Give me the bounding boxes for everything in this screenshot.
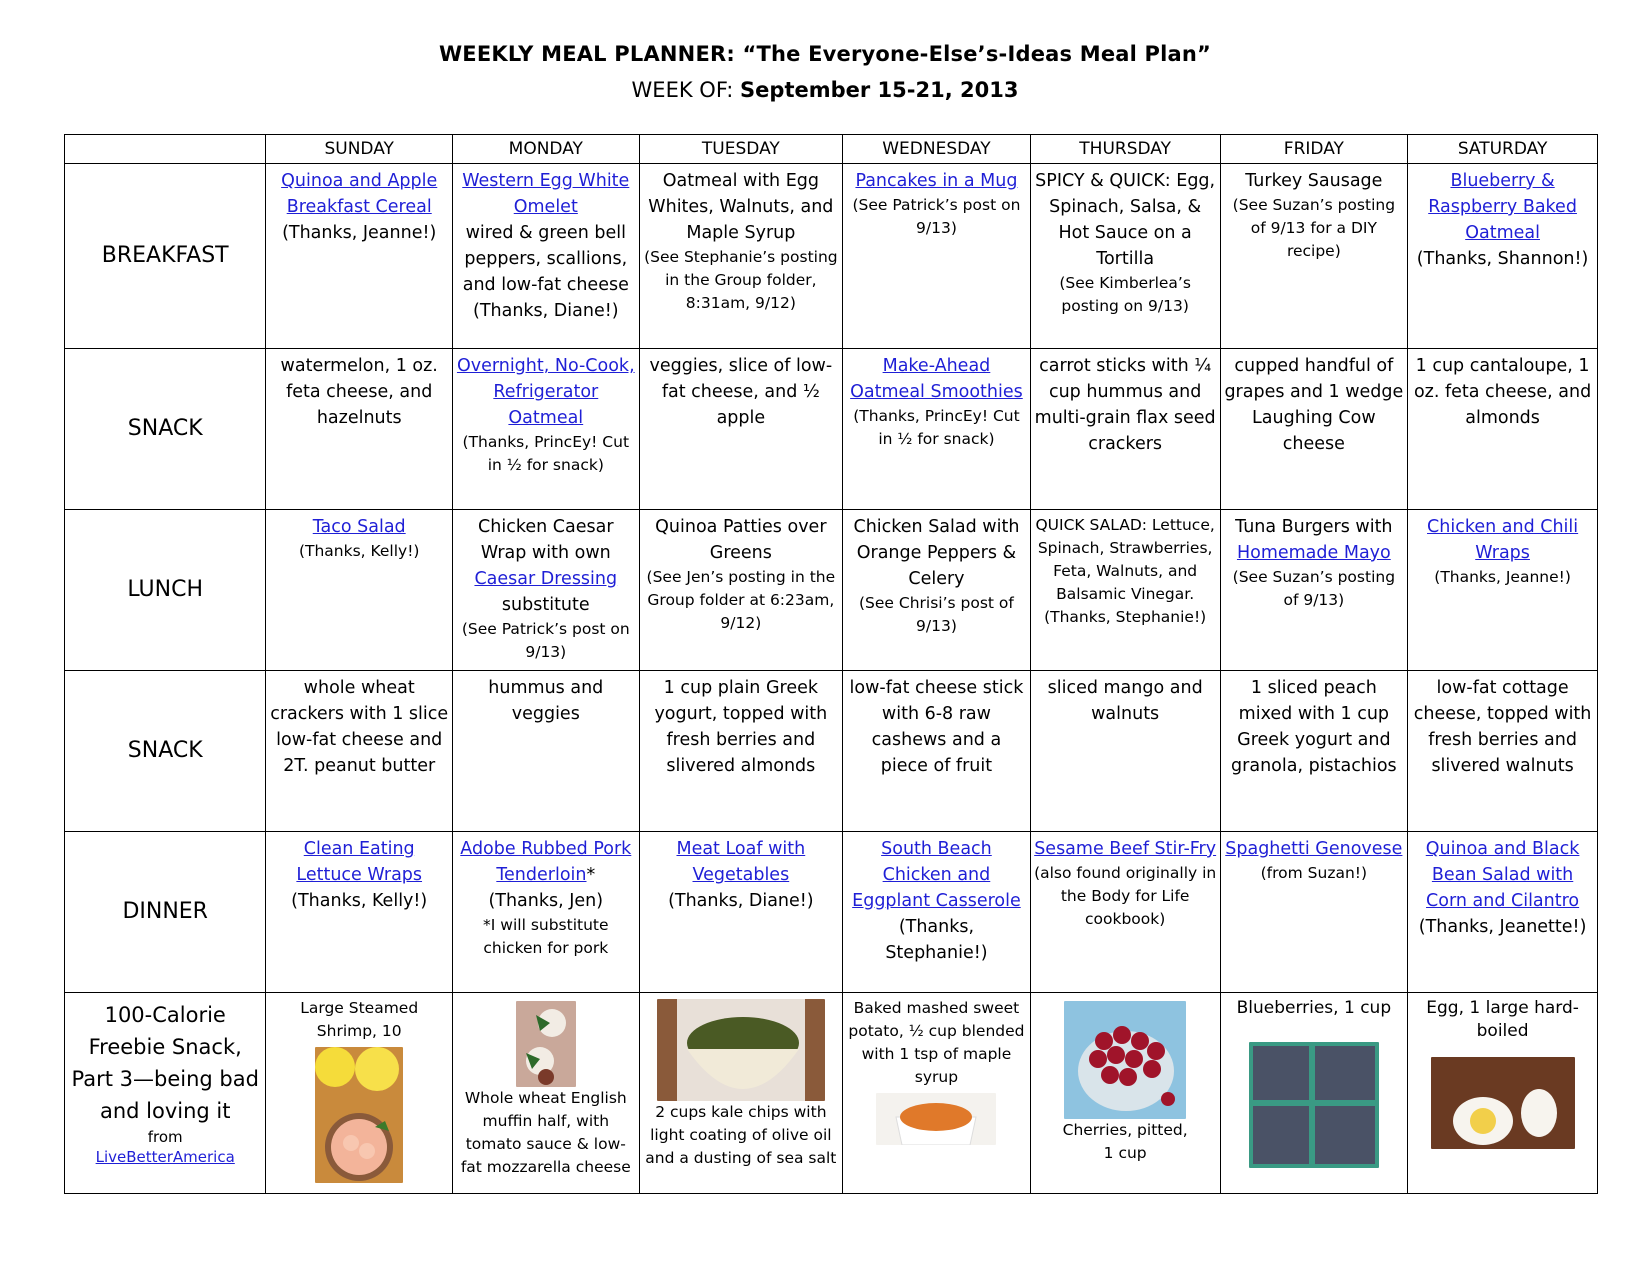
meal-text: 1 cup cantaloupe, 1 oz. feta cheese, and almonds	[1413, 356, 1592, 428]
recipe-link[interactable]: Taco Salad	[312, 517, 406, 537]
meal-note: (See Patrick’s post on 9/13)	[852, 196, 1021, 237]
recipe-link[interactable]: Adobe Rubbed Pork Tenderloin	[460, 839, 632, 885]
freebie-snack-row	[65, 993, 1598, 1194]
english-muffin-pizza-photo-icon	[516, 1001, 576, 1087]
meal-cell	[266, 349, 453, 510]
meal-note: (See Jen’s posting in the Group folder at 6:23am, 9/12)	[646, 568, 836, 632]
row-label-dinner: DINNER	[65, 832, 266, 993]
meal-cell	[266, 164, 453, 349]
freebie-caption: Cherries, pitted, 1 cup	[1062, 1121, 1188, 1162]
meal-cell	[1220, 164, 1408, 349]
meal-note: (See Stephanie’s posting in the Group folder, 8:31am, 9/12)	[644, 248, 838, 312]
freebie-caption: Whole wheat English muffin half, with tomato sauce & low-fat mozzarella cheese	[460, 1089, 631, 1176]
recipe-link[interactable]: Spaghetti Genovese	[1225, 839, 1403, 859]
meal-cell	[639, 510, 843, 671]
recipe-link[interactable]: Quinoa and Black Bean Salad with Corn and Cilantro	[1425, 839, 1580, 911]
meal-cell	[266, 510, 453, 671]
freebie-caption: Baked mashed sweet potato, ½ cup blended with 1 tsp of maple syrup	[848, 999, 1025, 1086]
meal-cell	[1030, 510, 1220, 671]
meal-note: (See Patrick’s post on 9/13)	[461, 620, 630, 661]
meal-text: Quinoa Patties over Greens	[655, 517, 827, 563]
meal-credit: (Thanks, Kelly!)	[291, 891, 428, 911]
meal-text: whole wheat crackers with 1 slice low-fat cheese and 2T. peanut butter	[270, 678, 449, 776]
meal-cell	[1408, 349, 1598, 510]
sweet-potato-photo-icon	[876, 1093, 996, 1145]
row-label-lunch: LUNCH	[65, 510, 266, 671]
meal-text: substitute	[501, 595, 590, 615]
meal-note: (See Kimberlea’s posting on 9/13)	[1059, 274, 1191, 315]
from-label: from	[147, 1128, 183, 1146]
meal-text: wired & green bell peppers, scallions, and low-fat cheese	[462, 223, 629, 295]
freebie-cell	[639, 993, 843, 1194]
meal-text: Chicken Caesar Wrap with own	[478, 517, 614, 563]
afternoon-snack-row	[65, 671, 1598, 832]
meal-cell	[843, 832, 1031, 993]
recipe-link[interactable]: Blueberry & Raspberry Baked Oatmeal	[1428, 171, 1577, 243]
meal-text: watermelon, 1 oz. feta cheese, and hazelnuts	[280, 356, 438, 428]
kale-chips-photo-icon	[657, 999, 825, 1101]
row-label-freebie	[65, 993, 266, 1194]
asterisk: *	[586, 865, 596, 885]
meal-credit: (Thanks, Shannon!)	[1416, 249, 1589, 269]
meal-cell	[843, 349, 1031, 510]
meal-cell	[1030, 832, 1220, 993]
meal-text: veggies, slice of low-fat cheese, and ½ apple	[649, 356, 833, 428]
recipe-link[interactable]: Sesame Beef Stir-Fry	[1034, 839, 1217, 859]
morning-snack-row	[65, 349, 1598, 510]
freebie-caption: Blueberries, 1 cup	[1236, 998, 1392, 1018]
meal-cell	[453, 671, 640, 832]
page-title: WEEKLY MEAL PLANNER: “The Everyone-Else’s-Ideas Meal Plan”	[438, 42, 1212, 66]
meal-cell	[639, 671, 843, 832]
corner-cell	[65, 135, 266, 164]
freebie-label: 100-Calorie Freebie Snack, Part 3—being bad and loving it	[71, 1003, 259, 1123]
recipe-link[interactable]: Western Egg White Omelet	[462, 171, 630, 217]
meal-cell	[453, 164, 640, 349]
meal-credit: (Thanks, Jeanette!)	[1418, 917, 1587, 937]
freebie-cell	[266, 993, 453, 1194]
meal-cell	[1030, 671, 1220, 832]
meal-cell	[266, 832, 453, 993]
recipe-link[interactable]: Homemade Mayo	[1236, 543, 1391, 563]
row-label-snack: SNACK	[65, 349, 266, 510]
shrimp-photo-icon	[315, 1047, 403, 1183]
meal-note: (Thanks, Jeanne!)	[1434, 568, 1571, 586]
meal-cell	[453, 832, 640, 993]
meal-text: SPICY & QUICK: Egg, Spinach, Salsa, & Hot Sauce on a Tortilla	[1035, 171, 1216, 269]
meal-cell	[1220, 832, 1408, 993]
meal-text: carrot sticks with ¼ cup hummus and multi-grain flax seed crackers	[1034, 356, 1216, 454]
meal-text: low-fat cottage cheese, topped with fresh berries and slivered walnuts	[1413, 678, 1592, 776]
meal-credit: (Thanks, Diane!)	[473, 301, 619, 321]
freebie-cell	[843, 993, 1031, 1194]
day-header-saturday: SATURDAY	[1408, 135, 1598, 164]
meal-text: Chicken Salad with Orange Peppers & Celery	[853, 517, 1020, 589]
meal-credit: (Thanks, Jen)	[488, 891, 604, 911]
meal-cell	[639, 164, 843, 349]
meal-note: (also found originally in the Body for Life cookbook)	[1034, 864, 1217, 928]
week-of-label: WEEK OF:	[631, 78, 734, 102]
meal-text: Tuna Burgers with	[1235, 517, 1393, 537]
cherries-photo-icon	[1064, 1001, 1186, 1119]
meal-note: (Thanks, PrincEy! Cut in ½ for snack)	[462, 433, 630, 474]
meal-text: sliced mango and walnuts	[1047, 678, 1203, 724]
meal-text: Oatmeal with Egg Whites, Walnuts, and Maple Syrup	[648, 171, 834, 243]
recipe-link[interactable]: Overnight, No-Cook, Refrigerator Oatmeal	[456, 356, 635, 428]
meal-cell	[1220, 510, 1408, 671]
meal-cell	[843, 164, 1031, 349]
meal-cell	[1408, 832, 1598, 993]
breakfast-row	[65, 164, 1598, 349]
row-label-breakfast: BREAKFAST	[65, 164, 266, 349]
recipe-link[interactable]: Chicken and Chili Wraps	[1427, 517, 1579, 563]
meal-credit: (Thanks, Stephanie!)	[885, 917, 988, 963]
meal-note: (Thanks, Kelly!)	[298, 542, 420, 560]
meal-note: (Thanks, PrincEy! Cut in ½ for snack)	[853, 407, 1020, 448]
meal-cell	[1408, 510, 1598, 671]
day-header-monday: MONDAY	[453, 135, 640, 164]
freebie-caption: Egg, 1 large hard-boiled	[1426, 998, 1579, 1041]
week-of	[0, 78, 1650, 102]
meal-note: (See Suzan’s posting of 9/13 for a DIY recipe)	[1232, 196, 1396, 260]
recipe-link[interactable]: Clean Eating Lettuce Wraps	[296, 839, 423, 885]
meal-text: Turkey Sausage	[1245, 171, 1383, 191]
meal-cell	[1030, 349, 1220, 510]
recipe-link[interactable]: Quinoa and Apple Breakfast Cereal	[281, 171, 438, 217]
meal-cell	[1408, 671, 1598, 832]
meal-text: hummus and veggies	[488, 678, 604, 724]
recipe-link[interactable]: South Beach Chicken and Eggplant Casserole	[852, 839, 1021, 911]
dinner-row	[65, 832, 1598, 993]
meal-text: low-fat cheese stick with 6-8 raw cashews and a piece of fruit	[849, 678, 1024, 776]
boiled-egg-photo-icon	[1431, 1057, 1575, 1149]
freebie-cell	[1030, 993, 1220, 1194]
blueberries-photo-icon	[1249, 1042, 1379, 1168]
day-header-tuesday: TUESDAY	[639, 135, 843, 164]
freebie-cell	[1220, 993, 1408, 1194]
meal-note: (See Chrisi’s post of 9/13)	[859, 594, 1014, 635]
meal-cell	[453, 349, 640, 510]
meal-cell	[639, 832, 843, 993]
day-header-row	[65, 135, 1598, 164]
meal-planner-table	[64, 134, 1598, 1194]
meal-note: QUICK SALAD: Lettuce, Spinach, Strawberries, Feta, Walnuts, and Balsamic Vinegar. (Thanks, Stephanie!)	[1035, 516, 1215, 626]
meal-cell	[1030, 164, 1220, 349]
meal-cell	[843, 671, 1031, 832]
freebie-caption: 2 cups kale chips with light coating of olive oil and a dusting of sea salt	[645, 1103, 837, 1167]
meal-cell	[1220, 349, 1408, 510]
lunch-row	[65, 510, 1598, 671]
meal-note: *I will substitute chicken for pork	[483, 916, 609, 957]
meal-cell	[453, 510, 640, 671]
freebie-cell	[453, 993, 640, 1194]
meal-credit: (Thanks, Diane!)	[668, 891, 814, 911]
day-header-sunday: SUNDAY	[266, 135, 453, 164]
row-label-snack: SNACK	[65, 671, 266, 832]
meal-cell	[266, 671, 453, 832]
day-header-thursday: THURSDAY	[1030, 135, 1220, 164]
day-header-wednesday: WEDNESDAY	[843, 135, 1031, 164]
meal-note: (from Suzan!)	[1260, 864, 1368, 882]
meal-credit: (Thanks, Jeanne!)	[282, 223, 437, 243]
meal-text: 1 sliced peach mixed with 1 cup Greek yogurt and granola, pistachios	[1231, 678, 1397, 776]
day-header-friday: FRIDAY	[1220, 135, 1408, 164]
recipe-link[interactable]: Pancakes in a Mug	[855, 171, 1018, 191]
recipe-link[interactable]: Caesar Dressing	[474, 569, 618, 589]
source-link[interactable]: LiveBetterAmerica	[95, 1148, 235, 1166]
meal-text: 1 cup plain Greek yogurt, topped with fresh berries and slivered almonds	[654, 678, 828, 776]
meal-note: (See Suzan’s posting of 9/13)	[1232, 568, 1396, 609]
meal-cell	[1220, 671, 1408, 832]
week-of-date: September 15-21, 2013	[740, 78, 1019, 102]
meal-cell	[639, 349, 843, 510]
meal-cell	[843, 510, 1031, 671]
recipe-link[interactable]: Make-Ahead Oatmeal Smoothies	[850, 356, 1023, 402]
recipe-link[interactable]: Meat Loaf with Vegetables	[676, 839, 806, 885]
freebie-cell	[1408, 993, 1598, 1194]
freebie-caption: Large Steamed Shrimp, 10	[300, 999, 419, 1040]
meal-text: cupped handful of grapes and 1 wedge Laughing Cow cheese	[1224, 356, 1404, 454]
meal-cell	[1408, 164, 1598, 349]
